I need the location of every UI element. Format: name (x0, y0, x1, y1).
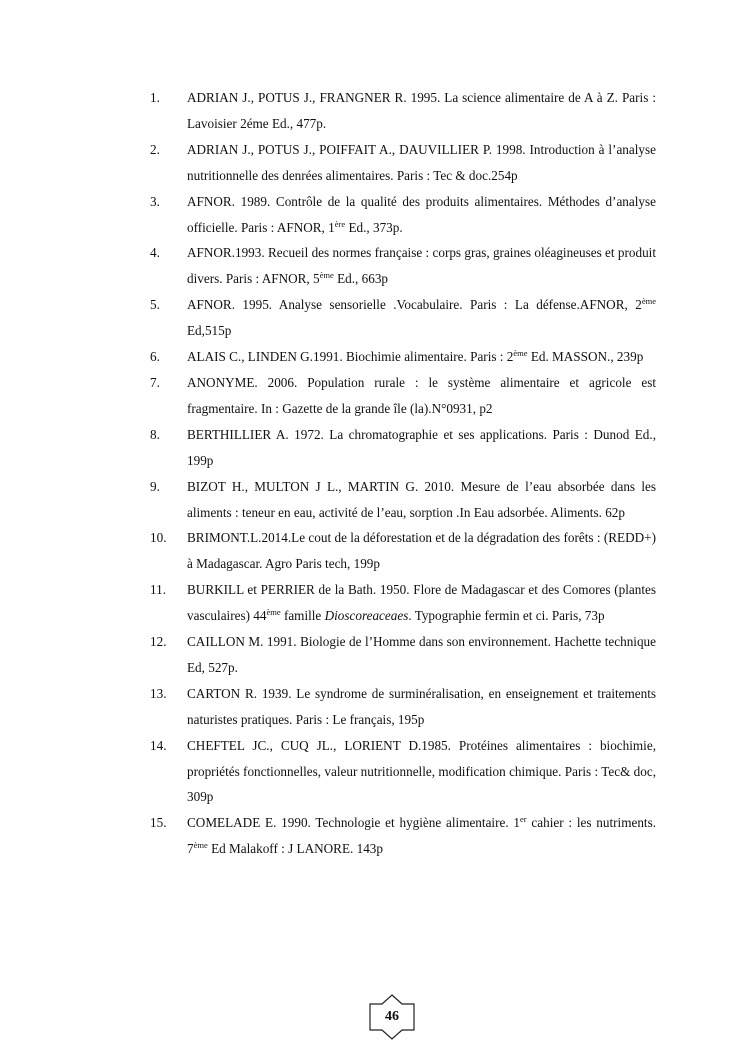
reference-superscript: ème (266, 607, 281, 618)
reference-number: 5. (150, 297, 160, 313)
reference-superscript: ème (513, 348, 528, 359)
reference-number: 4. (150, 245, 160, 261)
reference-item (150, 422, 656, 474)
reference-number: 7. (150, 374, 160, 390)
reference-text: . Typographie fermin et ci. Paris, 73p (408, 608, 605, 624)
reference-text: Ed., 663p (333, 271, 389, 287)
reference-number: 12. (150, 634, 167, 650)
reference-number: 3. (150, 193, 160, 209)
reference-number: 1. (150, 90, 160, 105)
reference-superscript: ème (641, 296, 656, 307)
reference-item (150, 370, 656, 422)
reference-text: BIZOT H., MULTON J L., MARTIN G. 2010. Mesure de l’eau absorbée dans les aliments : teneur en eau, activité de l’eau, sorption .In Eau adsorbée. Aliments. 62p (187, 478, 656, 520)
page-number-badge (369, 994, 415, 1040)
reference-text: BRIMONT.L.2014.Le cout de la déforestation et de la dégradation des forêts : (REDD+) à Madagascar. Agro Paris tech, 199p (187, 530, 656, 572)
reference-item (150, 810, 656, 862)
reference-text: AFNOR. 1995. Analyse sensorielle .Vocabulaire. Paris : La défense.AFNOR, 2 (187, 297, 642, 313)
reference-item (150, 577, 656, 629)
reference-text: Ed,515p (187, 323, 232, 339)
reference-number: 6. (150, 349, 160, 365)
reference-superscript: ème (193, 840, 208, 851)
reference-text: CHEFTEL JC., CUQ JL., LORIENT D.1985. Protéines alimentaires : biochimie, propriétés fonctionnelles, valeur nutritionnelle, modification chimique. Paris : Tec& doc, 309p (187, 737, 656, 805)
reference-item (150, 474, 656, 526)
reference-superscript: ème (319, 270, 334, 281)
reference-italic-text: Dioscoreaceaes (324, 608, 409, 624)
reference-text: ADRIAN J., POTUS J., POIFFAIT A., DAUVILLIER P. 1998. Introduction à l’analyse nutritionnelle des denrées alimentaires. Paris : Tec & doc.254p (187, 141, 656, 183)
reference-text: Ed., 373p. (345, 219, 403, 235)
reference-item (150, 525, 656, 577)
reference-text: cahier : les nutriments. 7 (187, 815, 656, 857)
reference-text: BURKILL et PERRIER de la Bath. 1950. Flore de Madagascar et des Comores (plantes vasculaires) 44 (187, 582, 656, 624)
reference-number: 10. (150, 530, 167, 546)
reference-item (150, 344, 656, 370)
reference-superscript: er (520, 814, 527, 825)
reference-item (150, 240, 656, 292)
reference-text: CARTON R. 1939. Le syndrome de surminéralisation, en enseignement et traitements naturistes pratiques. Paris : Le français, 195p (187, 685, 656, 727)
reference-list (150, 85, 656, 862)
reference-text: ALAIS C., LINDEN G.1991. Biochimie alimentaire. Paris : 2 (187, 349, 514, 365)
reference-text: Ed. MASSON., 239p (527, 349, 644, 365)
reference-item (150, 733, 656, 811)
reference-text: Ed Malakoff : J LANORE. 143p (207, 841, 383, 857)
reference-text: AFNOR.1993. Recueil des normes française : corps gras, graines oléagineuses et produit divers. Paris : AFNOR, 5 (187, 245, 656, 287)
page-number: 46 (385, 1009, 399, 1024)
reference-number: 15. (150, 815, 167, 831)
reference-text: famille (280, 608, 325, 624)
reference-item (150, 629, 656, 681)
reference-text: ANONYME. 2006. Population rurale : le système alimentaire et agricole est fragmentaire. In : Gazette de la grande île (la).N°0931, p2 (187, 374, 656, 416)
reference-number: 14. (150, 737, 167, 753)
reference-item (150, 137, 656, 189)
reference-text: ADRIAN J., POTUS J., FRANGNER R. 1995. La science alimentaire de A à Z. Paris : Lavoisier 2éme Ed., 477p. (187, 90, 656, 131)
reference-number: 9. (150, 478, 160, 494)
reference-number: 8. (150, 426, 160, 442)
reference-item (150, 189, 656, 241)
reference-item (150, 681, 656, 733)
reference-text: AFNOR. 1989. Contrôle de la qualité des produits alimentaires. Méthodes d’analyse officielle. Paris : AFNOR, 1 (187, 193, 656, 235)
reference-number: 13. (150, 685, 167, 701)
reference-text: BERTHILLIER A. 1972. La chromatographie et ses applications. Paris : Dunod Ed., 199p (187, 426, 656, 468)
reference-number: 2. (150, 141, 160, 157)
reference-text: COMELADE E. 1990. Technologie et hygiène alimentaire. 1 (187, 815, 521, 831)
reference-number: 11. (150, 582, 166, 598)
reference-superscript: ère (334, 218, 346, 229)
reference-item (150, 85, 656, 137)
reference-text: CAILLON M. 1991. Biologie de l’Homme dans son environnement. Hachette technique Ed, 527p. (187, 634, 656, 675)
reference-item (150, 292, 656, 344)
